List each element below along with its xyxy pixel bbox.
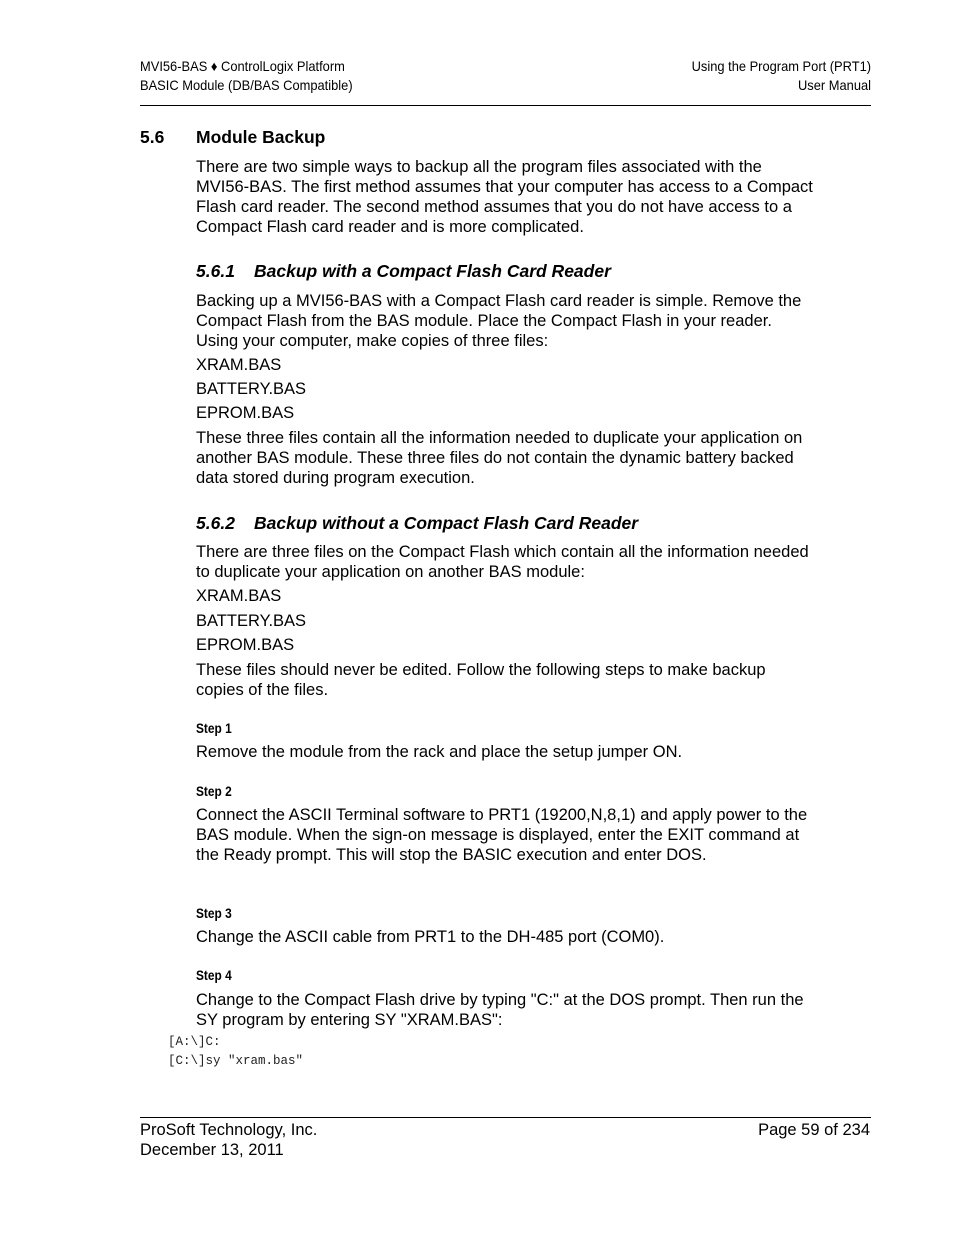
subsection-2-number: 5.6.2 xyxy=(196,513,235,533)
file-name: EPROM.BAS xyxy=(196,404,295,422)
step-text: Connect the ASCII Terminal software to PRT1 (19200,N,8,1) and apply power to the BAS module. When the sign-on message is displayed, enter the EXIT command at the Ready prompt. This will stop the BASIC execution and enter DOS. xyxy=(196,806,808,864)
step-label: Step 4 xyxy=(196,967,232,983)
subsection-2-para1: There are three files on the Compact Flash which contain all the information needed to duplicate your application on another BAS module: xyxy=(196,543,809,581)
header-product: MVI56-BAS ♦ ControlLogix Platform xyxy=(140,58,345,74)
subsection-2-para2: These files should never be edited. Follow the following steps to make backup copies of the files. xyxy=(196,661,766,699)
file-name: BATTERY.BAS xyxy=(196,612,307,630)
header-right xyxy=(692,57,871,95)
file-name: XRAM.BAS xyxy=(196,356,282,374)
file-name: EPROM.BAS xyxy=(196,636,295,654)
footer-date: December 13, 2011 xyxy=(140,1141,284,1159)
section-title: Module Backup xyxy=(196,127,326,147)
code-line: [A:\]C: xyxy=(168,1035,221,1049)
step-text: Remove the module from the rack and place the setup jumper ON. xyxy=(196,743,683,761)
file-name: BATTERY.BAS xyxy=(196,380,307,398)
footer-left xyxy=(140,1120,317,1160)
footer-divider xyxy=(140,1117,871,1118)
section-intro: There are two simple ways to backup all the program files associated with the MVI56-BAS. The first method assumes that your computer has access to a Compact Flash card reader. The second method assumes that you do not have access to a Compact Flash card reader and is more complicated. xyxy=(196,158,813,236)
step-label: Step 1 xyxy=(196,720,232,736)
subsection-1-para2: These three files contain all the information needed to duplicate your application on another BAS module. These three files do not contain the dynamic battery backed data stored during program execution. xyxy=(196,429,803,487)
step-text: Change to the Compact Flash drive by typing "C:" at the DOS prompt. Then run the SY program by entering SY "XRAM.BAS": xyxy=(196,991,804,1029)
step-text: Change the ASCII cable from PRT1 to the DH-485 port (COM0). xyxy=(196,928,665,946)
step-label: Step 2 xyxy=(196,783,232,799)
footer-company: ProSoft Technology, Inc. xyxy=(140,1121,318,1139)
subsection-1-title: Backup with a Compact Flash Card Reader xyxy=(254,261,611,281)
subsection-1-heading xyxy=(196,260,611,282)
subsection-2-heading xyxy=(196,512,638,534)
file-name: XRAM.BAS xyxy=(196,587,282,605)
footer-page-number: Page 59 of 234 xyxy=(758,1121,870,1139)
step-label: Step 3 xyxy=(196,905,232,921)
code-block xyxy=(168,1033,303,1071)
subsection-1-number: 5.6.1 xyxy=(196,261,235,281)
header-left xyxy=(140,57,353,95)
page-header xyxy=(140,57,871,106)
subsection-2-title: Backup without a Compact Flash Card Reader xyxy=(254,513,639,533)
code-line: [C:\]sy "xram.bas" xyxy=(168,1054,304,1068)
header-module: BASIC Module (DB/BAS Compatible) xyxy=(140,77,353,93)
subsection-1-para1: Backing up a MVI56-BAS with a Compact Flash card reader is simple. Remove the Compact Flash from the BAS module. Place the Compact Flash in your reader. Using your computer, make copies of three files: xyxy=(196,292,802,350)
section-heading xyxy=(140,126,325,148)
section-number: 5.6 xyxy=(140,127,165,147)
header-chapter: Using the Program Port (PRT1) xyxy=(691,58,871,74)
header-manual: User Manual xyxy=(797,77,871,93)
